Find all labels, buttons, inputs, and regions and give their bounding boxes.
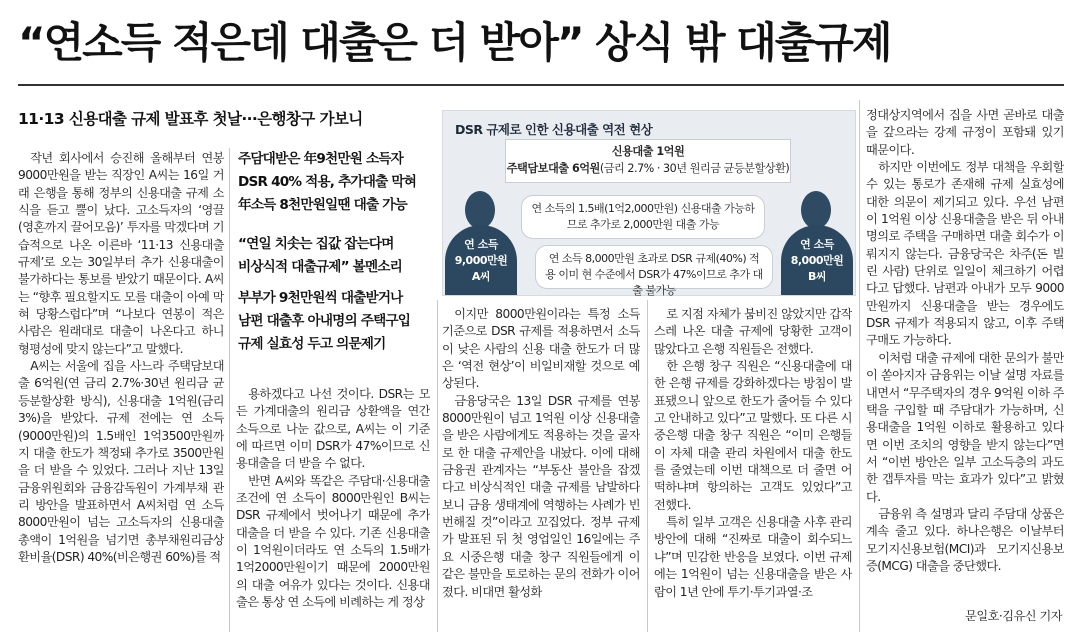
body-column-3 <box>442 306 640 631</box>
column-divider <box>859 100 860 632</box>
person-b-icon <box>781 191 853 295</box>
headline-rule <box>18 84 1064 86</box>
paragraph: 작년 회사에서 승진해 올해부터 연봉 9000만원을 받는 직장인 A씨는 16일 거래 은행을 통해 정부의 신용대출 규제 소식을 듣고 뿔이 났다. 고소득자의 ‘영끌(영혼까지 끌어모음)’ 투자를 막겠다며 기습적으로 나온 이른바 ‘11·13 신용대출 규제’로 오는 30일부터 추가 신용대출이 불가하다는 통보를 받았기 때문이다. A씨는 “향후 필요할지도 모를 대출이 아예 막혀 당황스럽다”며 “나보다 연봉이 적은 사람은 원래대로 대출이 나온다고 하니 형평성에 맞지 않는다”고 말했다. <box>18 151 224 356</box>
paragraph: 반면 A씨와 똑같은 주담대·신용대출 조건에 연 소득이 8000만원인 B씨는 DSR 규제에서 벗어나기 때문에 추가 대출을 더 받을 수 있다. 기존 신용대출이 1억원이더라도 연 소득의 1.5배가 1억2000만원이기 때문에 2000만원의 대출 여유가 있다는 것이다. 신용대출은 통상 연 소득에 비례하는 게 정상 <box>236 473 430 610</box>
paragraph: 한 은행 창구 직원은 “신용대출에 대한 은행 규제를 강화하겠다는 방침이 발표됐으니 앞으로 한도가 줄어들 수 있다고 안내하고 있다”고 말했다. 또 다른 시중은행 대출 창구 직원은 “이미 은행들이 자체 대출 관리 차원에서 대출 한도를 줄였는데 이번 대책으로 더 줄면 어떡하냐며 항의하는 고객도 있었다”고 전했다. <box>654 359 852 512</box>
paragraph: 정대상지역에서 집을 사면 곧바로 대출을 갚으라는 강제 규정이 포함돼 있기 때문이다. <box>866 108 1064 157</box>
speech-bubble-b: 연 소득 8,000만원 초과로 DSR 규제(40%) 적용 이미 현 수준에서 DSR가 47%이므로 추가 대출 불가능 <box>535 245 773 289</box>
person-head <box>801 191 831 229</box>
loan-line-2-rest: (금리 2.7% · 30년 원리금 균등분할상환) <box>599 162 790 175</box>
paragraph: A씨는 서울에 집을 사느라 주택담보대출 6억원(연 금리 2.7%·30년 원리금 균등분할상환 방식), 신용대출 1억원(금리 3%)을 받았다. 규제 전에는 연 소득(9000만원)의 1.5배인 1억3500만원까지 대출 한도가 책정돼 추가로 3500만원을 더 받을 수 있었다. 그러나 지난 13일 금융위원회와 금융감독원이 가계부채 관리 방안을 발표하면서 A씨처럼 연 소득 8000만원이 넘는 고소득자의 신용대출 총액이 1억원을 넘기면 총부채원리금상환비율(DSR) 40%(비은행권 60%)를 적 <box>18 359 224 564</box>
body-column-4 <box>654 306 852 631</box>
pull-quote-line: 年소득 8천만원일땐 대출 가능 <box>238 197 407 213</box>
pull-quote-line: 주담대받은 年9천만원 소득자 <box>238 151 403 167</box>
body-column-2 <box>236 386 430 631</box>
person-a-line: 연 소득 <box>464 238 498 251</box>
paragraph: 특히 일부 고객은 신용대출 사후 관리 방안에 대해 “진짜로 대출이 회수되느냐”며 민감한 반응을 보였다. 이번 규제에는 1억원이 넘는 신용대출을 받은 사람이 1년 안에 투기·투기과열·조 <box>654 515 852 599</box>
pull-quote-line: “연일 치솟는 집값 잡는다며 <box>238 236 394 252</box>
column-divider <box>229 148 230 632</box>
person-b-line: 연 소득 <box>800 238 834 251</box>
pull-quote-1 <box>238 148 434 217</box>
body-column-5 <box>866 107 1064 589</box>
paragraph: 로 지점 자체가 붐비진 않았지만 갑작스레 나온 대출 규제에 당황한 고객이 많았다고 은행 직원들은 전했다. <box>654 307 852 356</box>
column-divider <box>647 300 648 632</box>
pull-quote-2 <box>238 233 434 279</box>
person-b-line: B씨 <box>807 270 826 283</box>
person-head <box>465 191 495 229</box>
speech-bubble-a: 연 소득의 1.5배(1억2,000만원) 신용대출 가능하므로 추가로 2,000만원 대출 가능 <box>521 195 765 239</box>
infographic-title: DSR 규제로 인한 신용대출 역전 현상 <box>455 122 653 137</box>
pull-quote-line: 비상식적 대출규제” 볼멘소리 <box>238 259 402 275</box>
byline: 문일호·김유신 기자 <box>965 609 1062 623</box>
column-divider <box>437 300 438 632</box>
loan-line-2-bold: 주택담보대출 6억원 <box>506 162 600 175</box>
loan-conditions-box <box>505 139 791 183</box>
pull-quote-line: 규제 실효성 두고 의문제기 <box>238 336 386 352</box>
paragraph: 하지만 이번에도 정부 대책을 우회할 수 있는 통로가 존재해 규제 실효성에 대한 의문이 제기되고 있다. 우선 남편이 1억원 이상 신용대출을 받은 뒤 아내 명의로 주택을 구매하면 대출 회수가 이뤄지지 않는다. 금융당국은 차주(돈 빌린 사람) 단위로 일일이 체크하기 어렵다고 답했다. 남편과 아내가 모두 9000만원까지 신용대출을 받는 경우에도 DSR 규제가 적용되지 않고, 이후 주택 구매도 가능하다. <box>866 160 1064 348</box>
person-b-label <box>781 237 853 285</box>
pull-quote-line: DSR 40% 적용, 추가대출 막혀 <box>238 174 417 190</box>
person-a-line: A씨 <box>471 270 491 283</box>
person-a-label <box>445 237 517 285</box>
pull-quote-line: 부부가 9천만원씩 대출받거나 <box>238 290 403 306</box>
person-a-icon <box>445 191 517 295</box>
paragraph: 이지만 8000만원이라는 특정 소득 기준으로 DSR 규제를 적용하면서 소득이 낮은 사람의 신용 대출 한도가 더 많은 ‘역전 현상’이 비일비재할 것으로 예상된다. <box>442 307 640 391</box>
paragraph: 금융당국은 13일 DSR 규제를 연봉 8000만원이 넘고 1억원 이상 신용대출을 받은 사람에게도 적용하는 것을 골자로 한 대출 규제안을 내놨다. 이에 대해 금융권 관계자는 “부동산 불안을 잡겠다고 비상식적인 대출 규제를 남발하다 보니 금융 생태계에 역행하는 사례가 빈번해질 것”이라고 꼬집었다. 정부 규제가 발표된 뒤 첫 영업일인 16일에는 주요 시중은행 대출 창구 직원들에게 이 같은 불만을 토로하는 문의 전화가 이어졌다. 비대면 활성화 <box>442 393 640 599</box>
pull-quote-3 <box>238 287 434 356</box>
paragraph: 이처럼 대출 규제에 대한 문의가 불만이 쏟아지자 금융위는 이날 설명 자료를 내면서 “무주택자의 경우 9억원 이하 주택을 구입할 때 주담대가 가능하며, 신용대출을 1억원 이하로 활용하고 있다면 이번 조치의 영향을 받지 않는다”면서 “이번 방안은 일부 고소득층의 과도한 갭투자를 막는 효과가 있다”고 밝혔다. <box>866 350 1064 504</box>
loan-line-1: 신용대출 1억원 <box>611 145 685 158</box>
person-b-line: 8,000만원 <box>790 254 844 267</box>
pull-quote-line: 남편 대출후 아내명의 주택구입 <box>238 313 411 329</box>
paragraph: 금융위 측 설명과 달리 주담대 상품은 계속 줄고 있다. 하나은행은 이날부터 모기지신용보험(MCI)과 모기지신용보증(MCG) 대출을 중단했다. <box>866 506 1064 573</box>
subheadline: 11·13 신용대출 규제 발표후 첫날···은행창구 가보니 <box>18 110 363 128</box>
headline: “연소득 적은데 대출은 더 받아” 상식 밖 대출규제 <box>18 18 891 67</box>
person-a-line: 9,000만원 <box>454 254 508 267</box>
infographic <box>442 110 856 296</box>
body-column-1 <box>18 150 224 630</box>
paragraph: 용하겠다고 나선 것이다. DSR는 모든 가계대출의 원리금 상환액을 연간 소득으로 나눈 값으로, A씨는 이 기준에 따르면 이미 DSR가 47%이므로 신용대출을 더 받을 수 없다. <box>236 387 430 471</box>
